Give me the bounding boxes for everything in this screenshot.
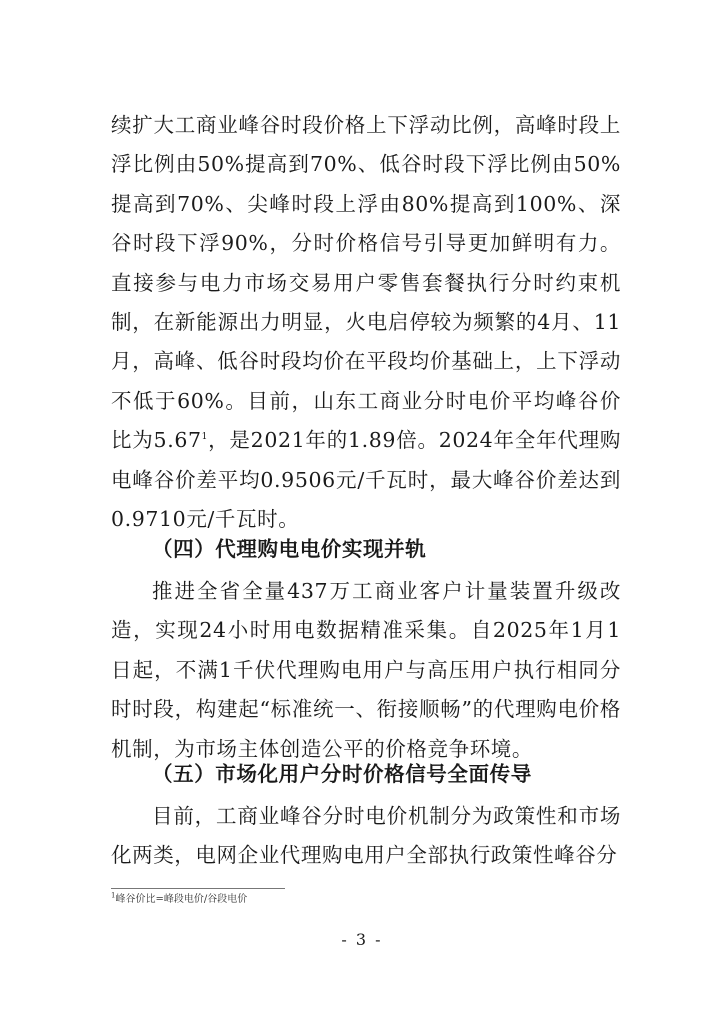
footnote-text: 峰谷价比=峰段电价/谷段电价 — [115, 894, 248, 905]
paragraph-market-users: 目前，工商业峰谷分时电价机制分为政策性和市场化两类，电网企业代理购电用户全部执行政策性峰谷分 — [111, 804, 621, 868]
page-number: - 3 - — [341, 930, 383, 949]
section-heading-4: （四）代理购电电价实现并轨 — [152, 537, 427, 561]
footnote-divider — [111, 888, 285, 889]
paragraph-text: 续扩大工商业峰谷时段价格上下浮动比例，高峰时段上浮比例由50%提高到70%、低谷时段下浮比例由50%提高到70%、尖峰时段上浮由80%提高到100%、深谷时段下浮90%，分时价格信号引导更加鲜明有力。直接参与电力市场交易用户零售套餐执行分时约束机制，在新能源出力明显，火电启停较为频繁的4月、11月，高峰、低谷时段均价在平段均价基础上，上下浮动不低于60%。目前，山东工商业分时电价平均峰谷价比为5.67 — [111, 113, 621, 453]
footnote-mark: 1 — [111, 891, 116, 900]
paragraph-agent-purchase: 推进全省全量437万工商业客户计量装置升级改造，实现24小时用电数据精准采集。自2025年1月1日起，不满1千伏代理购电用户与高压用户执行相同分时时段，构建起“标准统一、衔接顺畅”的代理购电价格机制，为市场主体创造公平的价格竞争环境。 — [111, 579, 621, 761]
footnote — [111, 893, 247, 907]
footnote-reference: 1 — [201, 432, 208, 443]
section-heading-5: （五）市场化用户分时价格信号全面传导 — [152, 762, 532, 786]
paragraph-price-ratio — [111, 106, 621, 539]
paragraph-text-continued: ，是2021年的1.89倍。2024年全年代理购电峰谷价差平均0.9506元/千瓦时，最大峰谷价差达到0.9710元/千瓦时。 — [111, 428, 621, 532]
